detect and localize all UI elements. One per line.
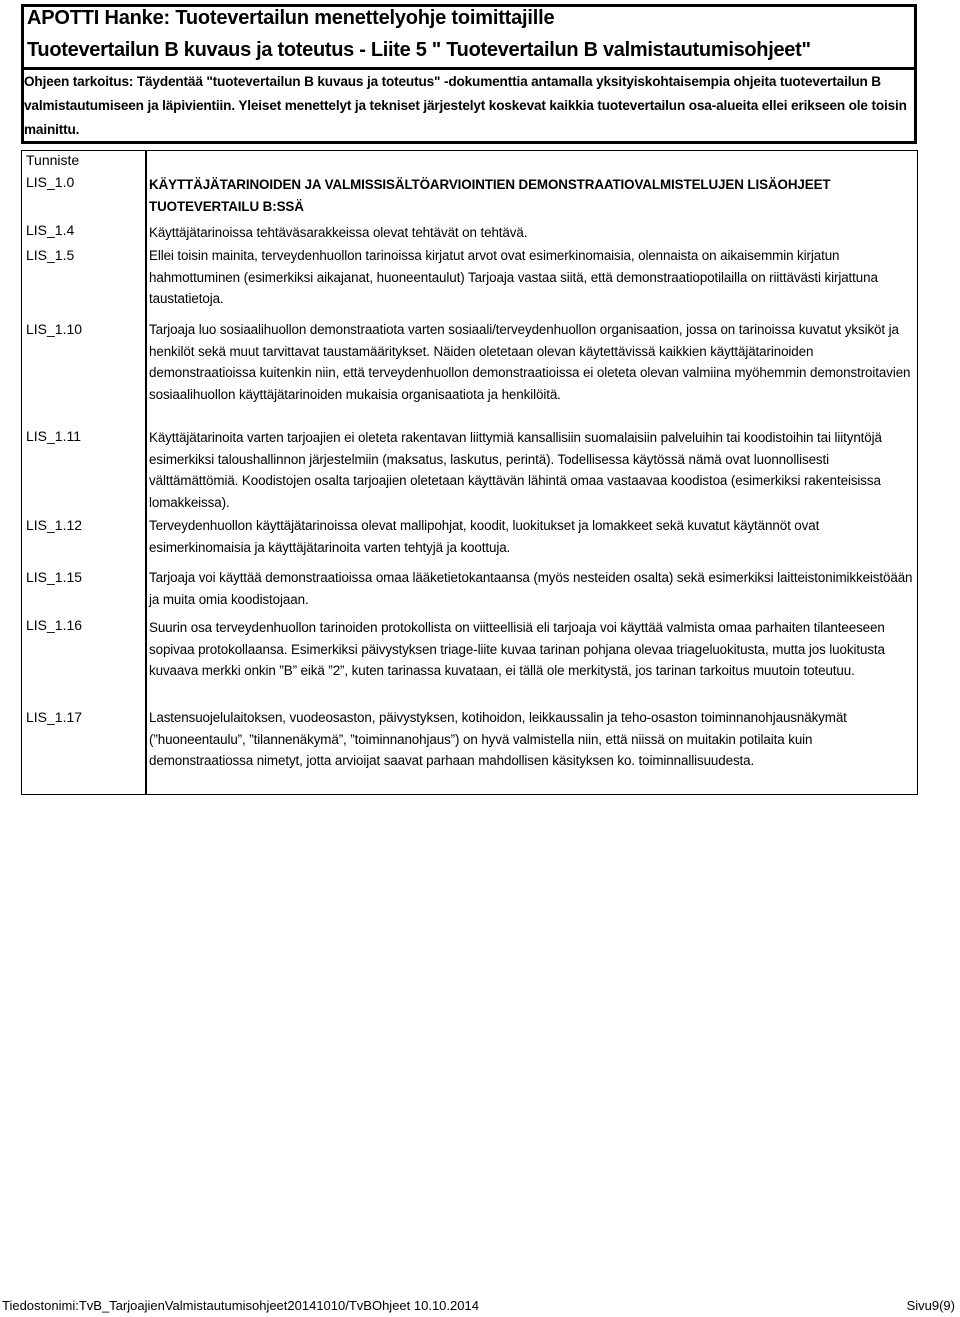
row-id: LIS_1.0 [26,174,75,190]
row-text: Käyttäjätarinoissa tehtäväsarakkeissa olevat tehtävät on tehtävä. [149,225,528,240]
row-id: LIS_1.5 [26,247,75,263]
row-text-heading: KÄYTTÄJÄTARINOIDEN JA VALMISSISÄLTÖARVIOINTIEN DEMONSTRAATIOVALMISTELUJEN LISÄOHJEET TUOTEVERTAILU B:SSÄ [149,177,831,214]
purpose-text: Ohjeen tarkoitus: Täydentää "tuotevertailun B kuvaus ja toteutus" -dokumenttia antamalla yksityiskohtaisempia ohjeita tuotevertailun B valmistautumiseen ja läpivientiin. Yleiset menettelyt ja tekniset järjestelyt koskevat kaikkia tuotevertailun osa-alueita ellei erikseen ole toisin mainittu. [24,74,907,137]
row-id: LIS_1.16 [26,617,83,633]
row-text: Terveydenhuollon käyttäjätarinoissa olevat mallipohjat, koodit, luokitukset ja lomakkeet sekä kuvatut käytännöt ovat esimerkinomaisia ja käyttäjätarinoita varten tehtyjä ja koottuja. [149,518,820,555]
row-text: Tarjoaja luo sosiaalihuollon demonstraatiota varten sosiaali/terveydenhuollon organisaation, jossa on tarinoissa kuvatut yksiköt ja henkilöt sekä muut tarvittavat taustamääritykset. Näiden oletetaan olevan käytettävissä kaikkien käyttäjätarinoiden demonstraatioissa kuitenkin niin, että terveydenhuollon demonstraatioissa ei oleteta olevan valmiina myöhemmin demonstroitavien sosiaalihuollon käyttäjätarinoiden mukaisia organisaatiota ja henkilöitä. [149,322,911,402]
row-id: LIS_1.4 [26,222,75,238]
document-title: APOTTI Hanke: Tuotevertailun menettelyohje toimittajille [27,7,555,29]
row-id: LIS_1.17 [26,709,83,725]
document-subtitle: Tuotevertailun B kuvaus ja toteutus - Liite 5 " Tuotevertailun B valmistautumisohjeet" [27,39,811,61]
footer-filename: Tiedostonimi:TvB_TarjoajienValmistautumisohjeet20141010/TvBOhjeet 10.10.2014 [2,1298,479,1313]
row-id: LIS_1.15 [26,569,83,585]
row-id: LIS_1.11 [26,428,82,444]
row-text: Käyttäjätarinoita varten tarjoajien ei oleteta rakentavan liittymiä kansallisiin suomalaisiin palveluihin tai koodistoihin tai liityntöjä esimerkiksi taloushallinnon järjestelmiin (maksatus, laskutus, perintä). Todellisessa käytössä nämä ovat luonnollisesti välttämättömiä. Koodistojen osalta tarjoajien oletetaan käyttävän lähintä omaa vastaavaa koodistoa (esimerkiksi rakenteisissa lomakkeissa). [149,430,882,510]
id-column-header: Tunniste [26,152,80,168]
row-text: Ellei toisin mainita, terveydenhuollon tarinoissa kirjatut arvot ovat esimerkinomaisia, olennaista on aikaisemmin kirjatun hahmottuminen (esimerkiksi aikajanat, huoneentaulut) Tarjoaja vastaa siitä, että demonstraatiopotilailla on riittävästi kirjattuna taustatietoja. [149,248,878,307]
row-text: Lastensuojelulaitoksen, vuodeosaston, päivystyksen, kotihoidon, leikkaussalin ja teho-osaston toiminnanohjausnäkymät (”huoneentaulu”, ”tilannenäkymä”, ”toiminnanohjaus”) on hyvä valmistella niin, että niissä on muitakin potilaita kuin demonstraatiossa nimetyt, jotta arvioijat saavat parhaan mahdollisen käsityksen ko. toiminnallisuudesta. [149,710,847,769]
row-id: LIS_1.12 [26,517,83,533]
row-id: LIS_1.10 [26,321,83,337]
row-text: Tarjoaja voi käyttää demonstraatioissa omaa lääketietokantaansa (myös nesteiden osalta) sekä esimerkiksi laitteistonimikkeistöään ja muita omia koodistojaan. [149,570,913,607]
footer-page-number: Sivu9(9) [906,1298,955,1313]
row-text: Suurin osa terveydenhuollon tarinoiden protokollista on viitteellisiä eli tarjoaja voi käyttää valmista omaa parhaiten tilanteeseen sopivaa protokollaansa. Esimerkiksi päivystyksen triage-liite kuvaa tarinan pohjana olevaa triageluokitusta, mutta jos luokitusta kuvaava merkki onkin ”B” eikä ”2”, kuten tarinassa kuvataan, ei tällä ole merkitystä, jos tarinan tarkoitus muutoin toteutuu. [149,620,885,679]
